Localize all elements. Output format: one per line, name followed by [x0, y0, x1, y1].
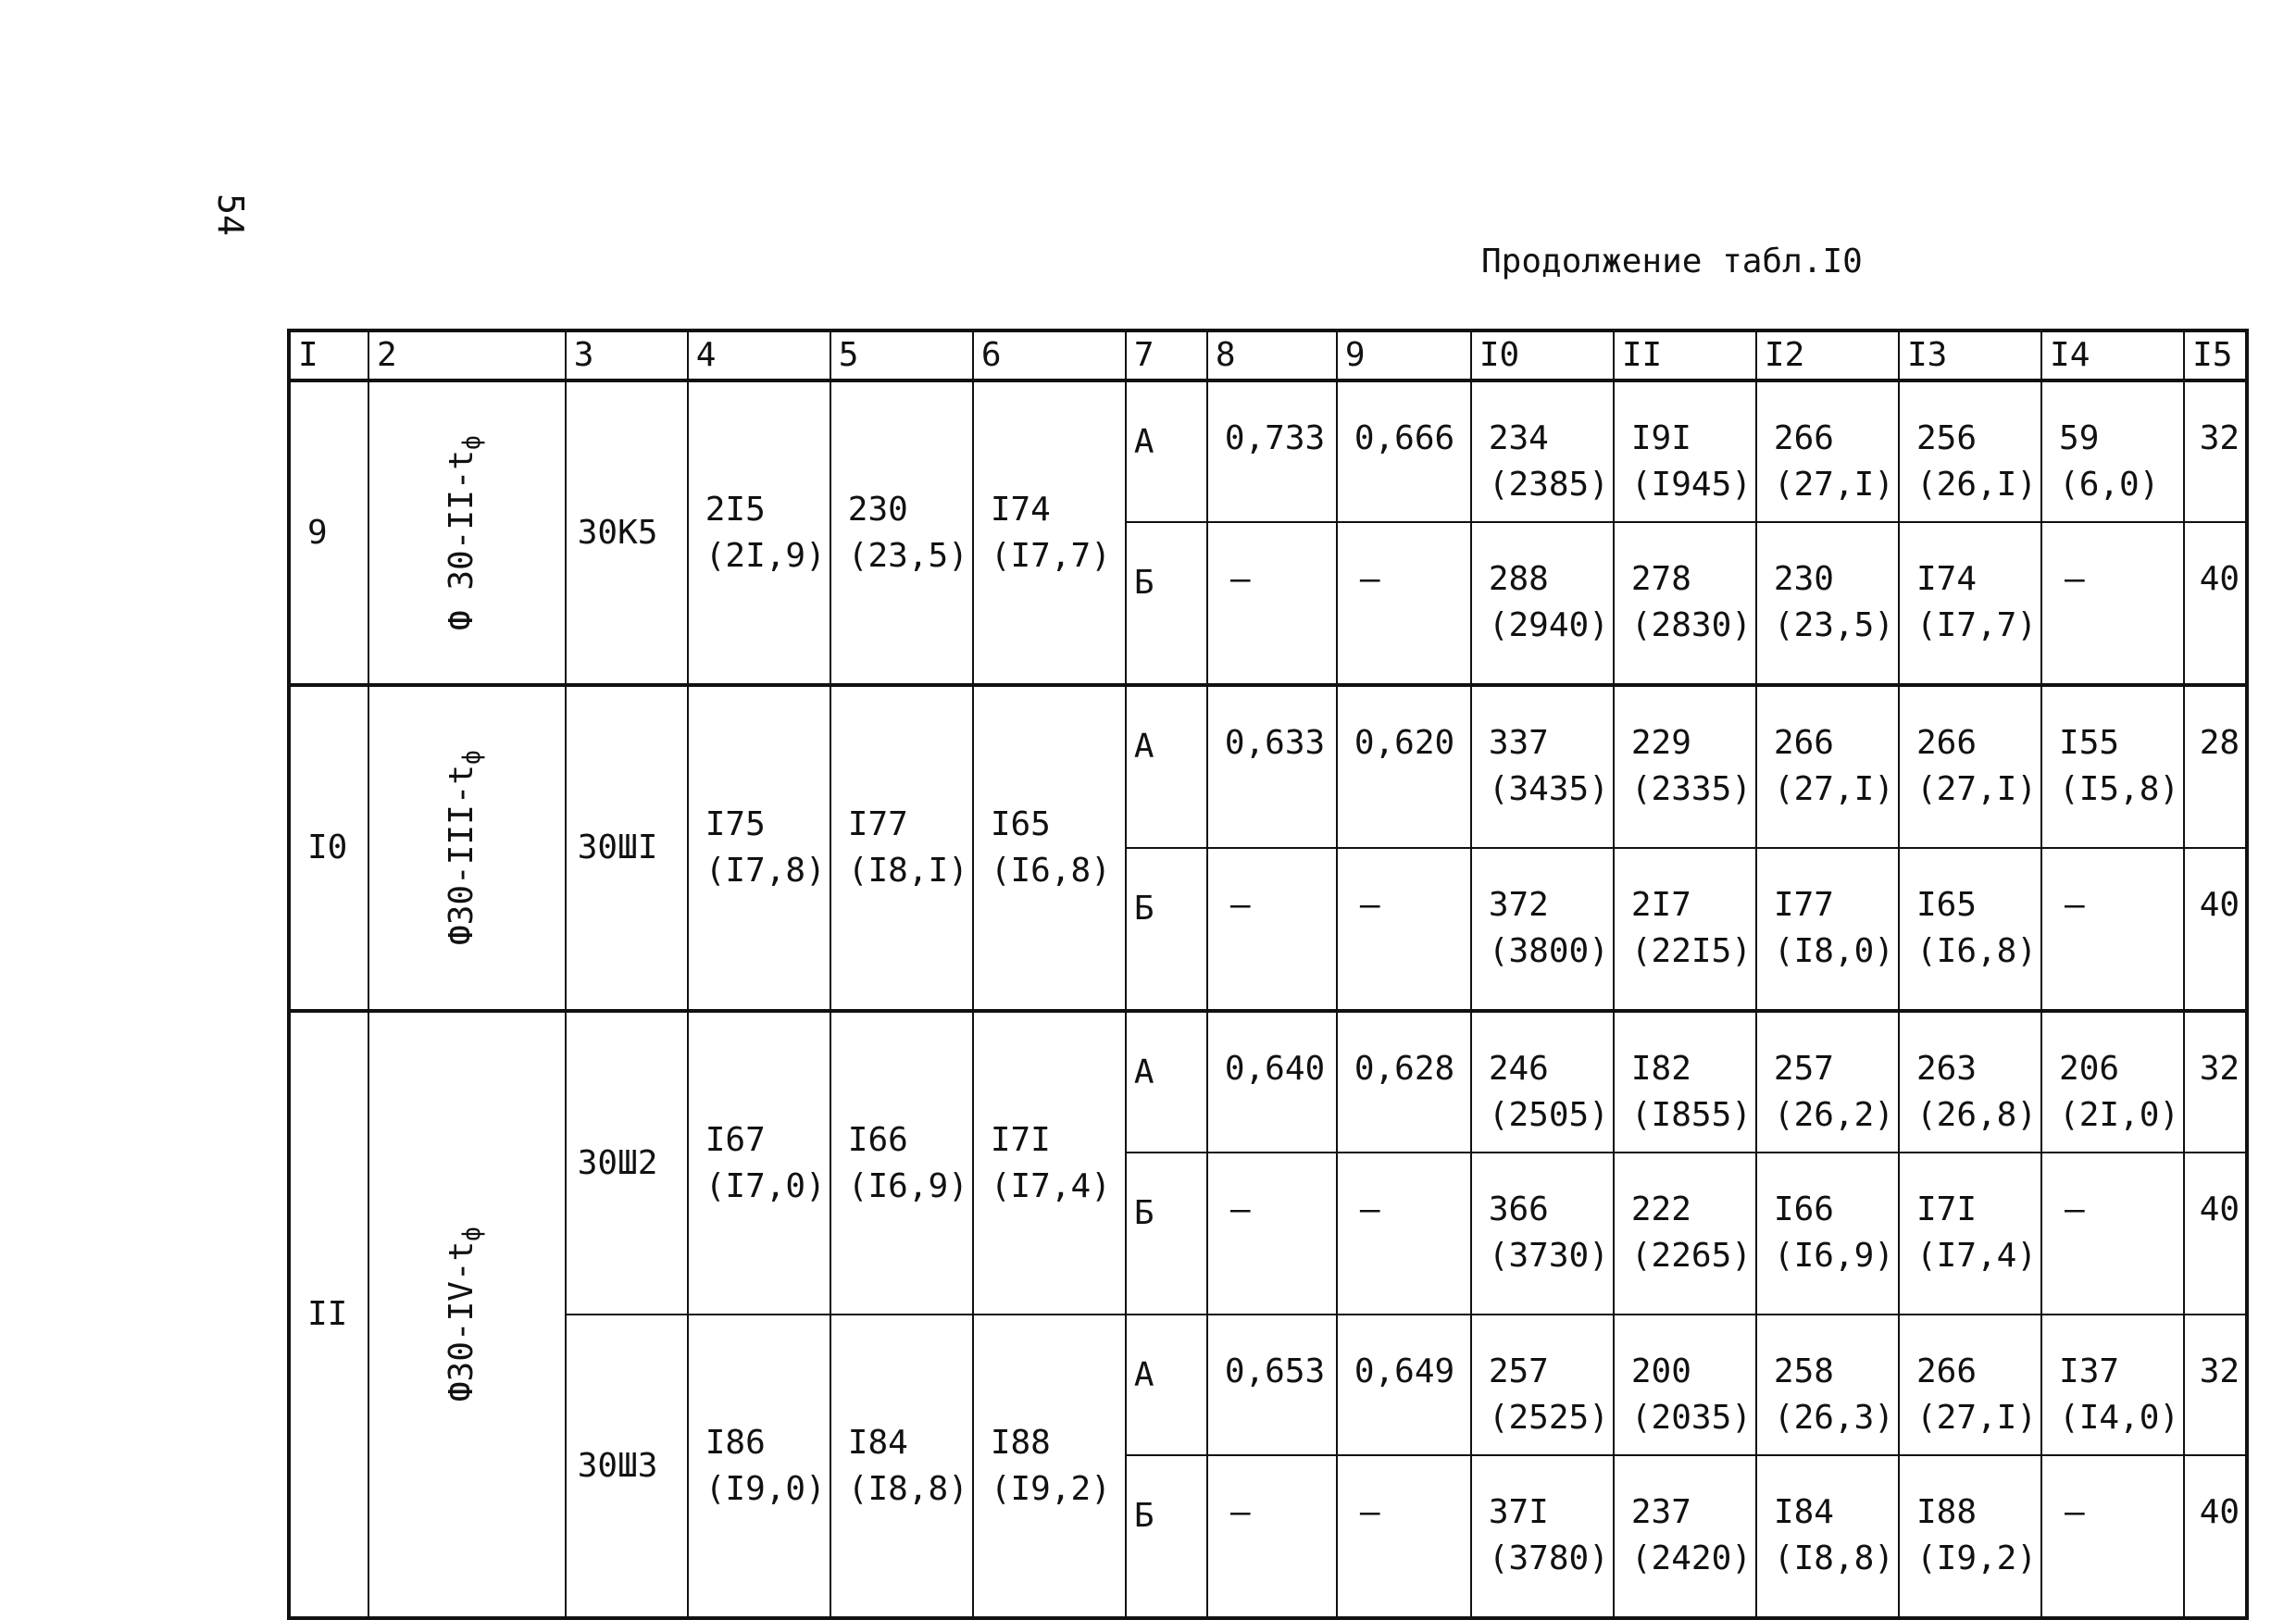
value-cell: –: [1337, 1153, 1471, 1315]
header-cell: I2: [1756, 330, 1899, 380]
value-cell: 230 (23,5): [830, 380, 973, 685]
value-cell: I55 (I5,8): [2041, 685, 2184, 848]
grade-label: Ф $30-II-t_ф$: [368, 380, 566, 685]
steel-grade: 30Ш2: [566, 1011, 688, 1315]
header-cell: II: [1614, 330, 1756, 380]
value-cell: I86 (I9,0): [688, 1315, 830, 1618]
value-cell: I88 (I9,2): [1899, 1455, 2041, 1618]
value-cell: 234 (2385): [1471, 380, 1614, 522]
value-cell: –: [1337, 848, 1471, 1011]
table-row: [289, 1011, 2247, 1153]
value-cell: I9I (I945): [1614, 380, 1756, 522]
header-cell: I3: [1899, 330, 2041, 380]
mark-cell: Б: [1126, 848, 1207, 1011]
mark-cell: Б: [1126, 1153, 1207, 1315]
value-cell: 229 (2335): [1614, 685, 1756, 848]
value-cell: 230 (23,5): [1756, 522, 1899, 685]
value-cell: 59 (6,0): [2041, 380, 2184, 522]
header-cell: 5: [830, 330, 973, 380]
header-cell: 7: [1126, 330, 1207, 380]
value-cell: 0,649: [1337, 1315, 1471, 1455]
value-cell: 0,666: [1337, 380, 1471, 522]
header-cell: 2: [368, 330, 566, 380]
value-cell: 0,628: [1337, 1011, 1471, 1153]
value-cell: 40: [2184, 522, 2247, 685]
row-index: II: [289, 1011, 368, 1618]
value-cell: 257 (26,2): [1756, 1011, 1899, 1153]
value-cell: I67 (I7,0): [688, 1011, 830, 1315]
value-cell: –: [1337, 1455, 1471, 1618]
value-cell: 263 (26,8): [1899, 1011, 2041, 1153]
value-cell: I7I (I7,4): [973, 1011, 1126, 1315]
value-cell: –: [1207, 1455, 1337, 1618]
value-cell: 37I (3780): [1471, 1455, 1614, 1618]
header-cell: 8: [1207, 330, 1337, 380]
value-cell: –: [1337, 522, 1471, 685]
header-cell: 9: [1337, 330, 1471, 380]
value-cell: 278 (2830): [1614, 522, 1756, 685]
value-cell: –: [2041, 1455, 2184, 1618]
page-number: 54: [209, 193, 251, 236]
header-row: [289, 330, 2247, 380]
value-cell: 2I5 (2I,9): [688, 380, 830, 685]
value-cell: 288 (2940): [1471, 522, 1614, 685]
value-cell: –: [1207, 848, 1337, 1011]
value-cell: 40: [2184, 1455, 2247, 1618]
table-caption: Продолжение табл.I0: [1481, 243, 1863, 280]
header-cell: 3: [566, 330, 688, 380]
mark-cell: А: [1126, 380, 1207, 522]
value-cell: 372 (3800): [1471, 848, 1614, 1011]
value-cell: 32: [2184, 380, 2247, 522]
table-row: [289, 685, 2247, 848]
value-cell: I84 (I8,8): [830, 1315, 973, 1618]
value-cell: 258 (26,3): [1756, 1315, 1899, 1455]
value-cell: 40: [2184, 1153, 2247, 1315]
data-table: [287, 329, 2249, 1620]
row-index: 9: [289, 380, 368, 685]
mark-cell: Б: [1126, 522, 1207, 685]
mark-cell: Б: [1126, 1455, 1207, 1618]
value-cell: 2I7 (22I5): [1614, 848, 1756, 1011]
value-cell: 266 (27,I): [1899, 1315, 2041, 1455]
value-cell: 206 (2I,0): [2041, 1011, 2184, 1153]
value-cell: I82 (I855): [1614, 1011, 1756, 1153]
value-cell: 40: [2184, 848, 2247, 1011]
value-cell: 0,733: [1207, 380, 1337, 522]
value-cell: I65 (I6,8): [1899, 848, 2041, 1011]
value-cell: I74 (I7,7): [973, 380, 1126, 685]
value-cell: –: [2041, 848, 2184, 1011]
value-cell: –: [1207, 1153, 1337, 1315]
value-cell: 266 (27,I): [1756, 685, 1899, 848]
value-cell: 0,620: [1337, 685, 1471, 848]
value-cell: I84 (I8,8): [1756, 1455, 1899, 1618]
value-cell: 32: [2184, 1315, 2247, 1455]
row-index: I0: [289, 685, 368, 1011]
value-cell: 256 (26,I): [1899, 380, 2041, 522]
header-cell: I0: [1471, 330, 1614, 380]
header-cell: I4: [2041, 330, 2184, 380]
table-row: [289, 380, 2247, 522]
grade-label: $Ф30-IV-t_ф$: [368, 1011, 566, 1618]
value-cell: 257 (2525): [1471, 1315, 1614, 1455]
value-cell: 266 (27,I): [1899, 685, 2041, 848]
steel-grade: 30К5: [566, 380, 688, 685]
header-cell: 6: [973, 330, 1126, 380]
steel-grade: 30Ш3: [566, 1315, 688, 1618]
value-cell: 237 (2420): [1614, 1455, 1756, 1618]
value-cell: –: [1207, 522, 1337, 685]
value-cell: 0,653: [1207, 1315, 1337, 1455]
value-cell: 222 (2265): [1614, 1153, 1756, 1315]
value-cell: 0,640: [1207, 1011, 1337, 1153]
value-cell: I75 (I7,8): [688, 685, 830, 1011]
mark-cell: А: [1126, 1011, 1207, 1153]
value-cell: 337 (3435): [1471, 685, 1614, 848]
value-cell: I88 (I9,2): [973, 1315, 1126, 1618]
value-cell: I66 (I6,9): [830, 1011, 973, 1315]
header-cell: 4: [688, 330, 830, 380]
grade-label: $Ф30-III-t_ф$: [368, 685, 566, 1011]
value-cell: –: [2041, 522, 2184, 685]
value-cell: 32: [2184, 1011, 2247, 1153]
value-cell: 266 (27,I): [1756, 380, 1899, 522]
header-cell: I: [289, 330, 368, 380]
value-cell: I77 (I8,I): [830, 685, 973, 1011]
value-cell: I66 (I6,9): [1756, 1153, 1899, 1315]
value-cell: I65 (I6,8): [973, 685, 1126, 1011]
value-cell: 0,633: [1207, 685, 1337, 848]
value-cell: –: [2041, 1153, 2184, 1315]
mark-cell: А: [1126, 1315, 1207, 1455]
value-cell: 200 (2035): [1614, 1315, 1756, 1455]
header-cell: I5: [2184, 330, 2247, 380]
table-row: [289, 1315, 2247, 1455]
value-cell: 246 (2505): [1471, 1011, 1614, 1153]
value-cell: I7I (I7,4): [1899, 1153, 2041, 1315]
value-cell: 28: [2184, 685, 2247, 848]
mark-cell: А: [1126, 685, 1207, 848]
value-cell: I37 (I4,0): [2041, 1315, 2184, 1455]
value-cell: 366 (3730): [1471, 1153, 1614, 1315]
value-cell: I74 (I7,7): [1899, 522, 2041, 685]
value-cell: I77 (I8,0): [1756, 848, 1899, 1011]
steel-grade: 30ШI: [566, 685, 688, 1011]
